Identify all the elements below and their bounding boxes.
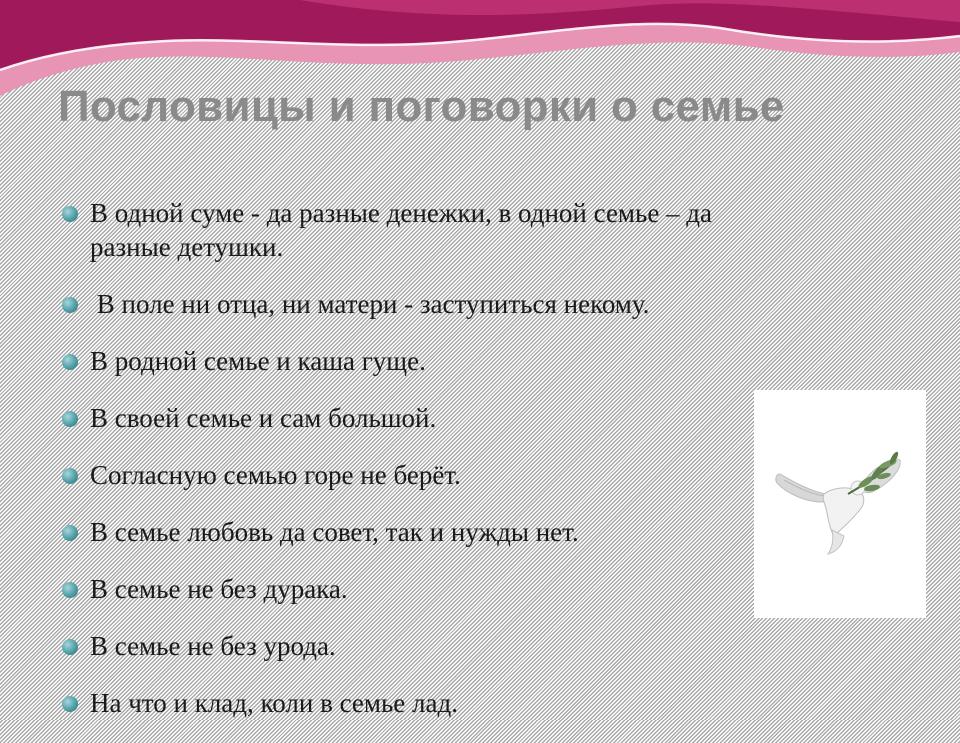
proverb-text: Согласную семью горе не берёт. [90,460,461,490]
list-item [62,458,762,492]
list-item [62,572,762,606]
dove-picture [754,390,926,618]
list-item [62,401,762,435]
list-item [62,515,762,549]
list-item [62,287,762,321]
dove-with-olive-branch-icon [754,390,926,618]
proverb-text: На что и клад, коли в семье лад. [90,688,458,718]
bullet-icon [62,696,78,712]
slide-title: Пословицы и поговорки о семье [58,82,785,131]
proverb-text: В поле ни отца, ни матери - заступиться некому. [90,289,650,319]
proverb-text: В своей семье и сам большой. [90,403,437,433]
proverb-text: В семье не без урода. [90,631,336,661]
bullet-icon [62,639,78,655]
bullet-icon [62,582,78,598]
proverb-text: В семье любовь да совет, так и нужды нет. [90,517,579,547]
bullet-icon [62,525,78,541]
proverb-text: В родной семье и каша гуще. [90,346,426,376]
bullet-icon [62,411,78,427]
bullet-icon [62,354,78,370]
proverbs-list [62,196,762,743]
list-item [62,686,762,720]
proverb-text: В одной суме - да разные денежки, в одной семье – да разные детушки. [90,198,713,262]
list-item [62,344,762,378]
proverb-text: В семье не без дурака. [90,574,348,604]
bullet-icon [62,297,78,313]
bullet-icon [62,468,78,484]
bullet-icon [62,206,78,222]
list-item [62,196,762,264]
list-item [62,629,762,663]
